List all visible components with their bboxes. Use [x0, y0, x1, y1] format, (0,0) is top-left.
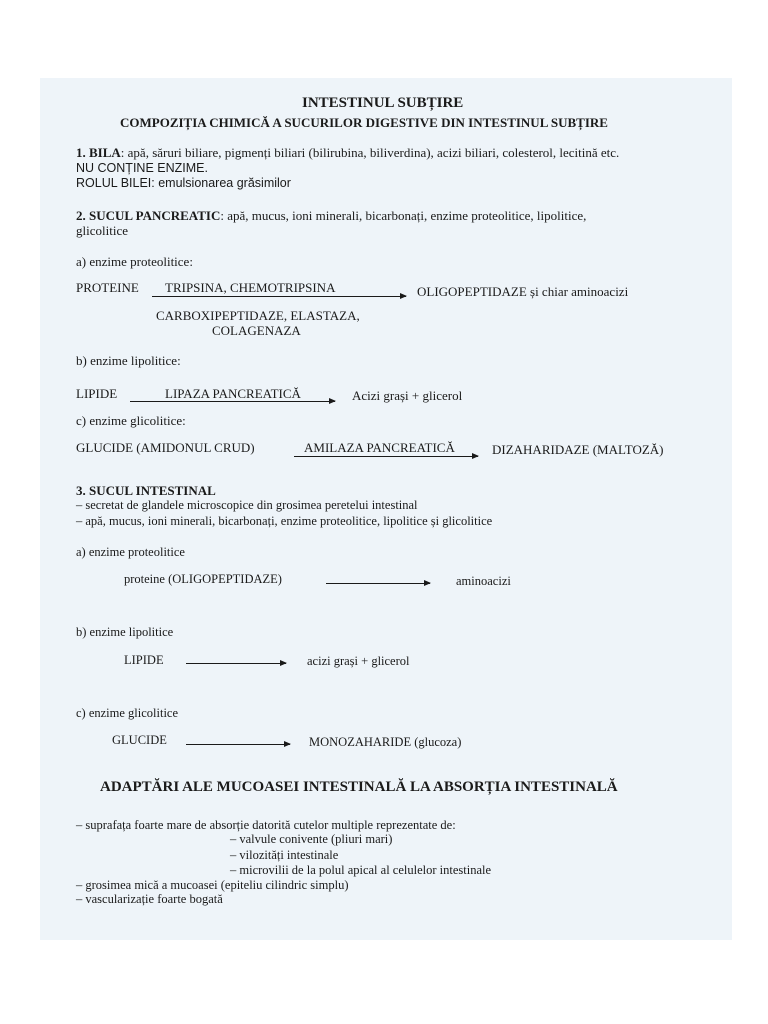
adaptari-sub2: – vilozități intestinale [230, 848, 339, 862]
pancreatic-c-enzyme: AMILAZA PANCREATICĂ [304, 440, 455, 455]
page-subtitle: COMPOZIȚIA CHIMICĂ A SUCURILOR DIGESTIVE DIN INTESTINUL SUBȚIRE [120, 115, 608, 130]
intestinal-label: 3. SUCUL INTESTINAL [76, 483, 216, 498]
bila-line2: NU CONȚINE ENZIME. [76, 161, 208, 175]
intestinal-c-heading: c) enzime glicolitice [76, 706, 179, 720]
pancreatic-a-enzymes: TRIPSINA, CHEMOTRIPSINA [165, 280, 336, 295]
intestinal-b-product: acizi grași + glicerol [307, 654, 410, 668]
adaptari-heading: ADAPTĂRI ALE MUCOASEI INTESTINALĂ LA ABSORȚIA INTESTINALĂ [100, 779, 618, 795]
intestinal-line2: – apă, mucus, ioni minerali, bicarbonați, enzime proteolitice, lipolitice și glicolitice [76, 514, 493, 528]
pancreatic-b-product: Acizi grași + glicerol [352, 388, 463, 403]
pancreatic-a-product: OLIGOPEPTIDAZE și chiar aminoacizi [417, 284, 629, 299]
pancreatic-label: 2. SUCUL PANCREATIC [76, 208, 221, 223]
intestinal-a-heading: a) enzime proteolitice [76, 545, 185, 559]
pancreatic-section [76, 208, 586, 223]
adaptari-item1: – suprafața foarte mare de absorție datorită cutelor multiple reprezentate de: [76, 818, 456, 832]
intestinal-a-arrow [326, 583, 430, 584]
pancreatic-c-arrow [294, 456, 478, 457]
bila-label: 1. BILA [76, 145, 121, 160]
pancreatic-a-heading: a) enzime proteolitice: [76, 254, 193, 269]
page-title: INTESTINUL SUBȚIRE [302, 95, 464, 111]
pancreatic-b-arrow [130, 401, 335, 402]
intestinal-b-arrow [186, 663, 286, 664]
bila-line3: ROLUL BILEI: emulsionarea grăsimilor [76, 176, 291, 190]
pancreatic-c-heading: c) enzime glicolitice: [76, 413, 186, 428]
pancreatic-c-product: DIZAHARIDAZE (MALTOZĂ) [492, 442, 664, 457]
intestinal-c-arrow [186, 744, 290, 745]
pancreatic-b-heading: b) enzime lipolitice: [76, 353, 181, 368]
adaptari-item2: – grosimea mică a mucoasei (epiteliu cilindric simplu) [76, 878, 349, 892]
intestinal-c-substrate: GLUCIDE [112, 733, 167, 747]
pancreatic-line2: glicolitice [76, 223, 128, 238]
intestinal-a-product: aminoacizi [456, 574, 511, 588]
intestinal-b-heading: b) enzime lipolitice [76, 625, 174, 639]
intestinal-line1: – secretat de glandele microscopice din grosimea peretelui intestinal [76, 498, 418, 512]
adaptari-item3: – vascularizație foarte bogată [76, 892, 223, 906]
bila-line1: : apă, săruri biliare, pigmenți biliari (bilirubina, biliverdina), acizi biliari, colesterol, lecitină etc. [120, 145, 620, 160]
intestinal-c-product: MONOZAHARIDE (glucoza) [309, 735, 462, 749]
intestinal-b-substrate: LIPIDE [124, 653, 164, 667]
adaptari-sub3: – microvilii de la polul apical al celulelor intestinale [230, 863, 492, 877]
intestinal-a-substrate: proteine (OLIGOPEPTIDAZE) [124, 572, 282, 586]
pancreatic-a-arrow [152, 296, 406, 297]
adaptari-sub1: – valvule conivente (pliuri mari) [230, 832, 393, 846]
pancreatic-a-other2: COLAGENAZA [212, 323, 301, 338]
pancreatic-a-other1: CARBOXIPEPTIDAZE, ELASTAZA, [156, 308, 360, 323]
bila-section [76, 145, 619, 160]
pancreatic-a-substrate: PROTEINE [76, 280, 139, 295]
pancreatic-b-substrate: LIPIDE [76, 386, 118, 401]
pancreatic-b-enzyme: LIPAZA PANCREATICĂ [165, 386, 301, 401]
pancreatic-line1: : apă, mucus, ioni minerali, bicarbonați, enzime proteolitice, lipolitice, [220, 208, 587, 223]
pancreatic-c-substrate: GLUCIDE (AMIDONUL CRUD) [76, 440, 255, 455]
